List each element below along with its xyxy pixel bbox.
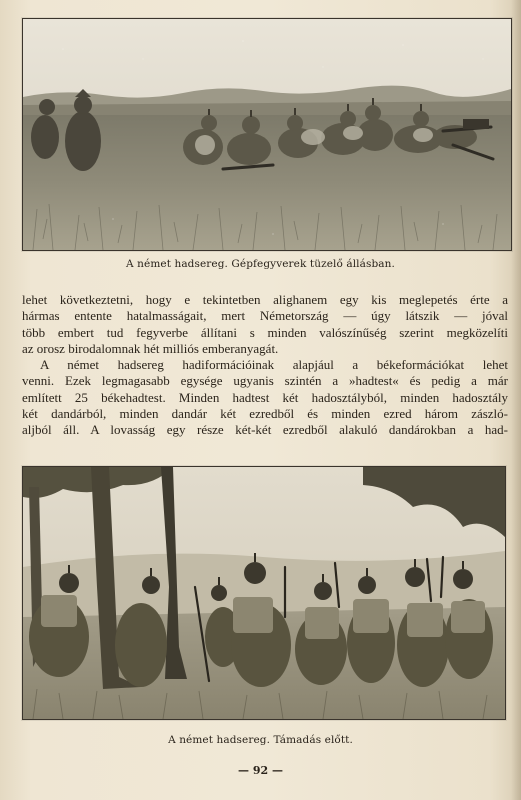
page-number: — 92 —: [238, 764, 283, 777]
text-line: venni. Ezek legmagasabb egysége ugyanis szintén a »hadtest« és pedig a már: [22, 373, 508, 389]
text-line: lehet következtetni, hogy e tekintetben alighanem egy kis meglepetés érte a: [22, 292, 508, 307]
photo-machine-gun-position: [22, 18, 512, 251]
binding-shadow: [511, 0, 521, 800]
photo-before-attack: [22, 466, 506, 720]
text-line: két dandárból, minden dandár két ezredből és minden ezred három zászló-: [22, 406, 508, 422]
text-line: említett 25 békehadtest. Minden hadtest két hadosztályból, minden hadosztály: [22, 389, 508, 405]
caption-top: A német hadsereg. Gépfegyverek tüzelő állásban.: [126, 258, 395, 270]
text-line: hármas entente hatalmasságait, mert Németország — úgy látszik — jóval: [22, 308, 508, 324]
text-line: aljból áll. A lovasság egy része két-két ezredből alakuló dandárokban a had-: [22, 422, 508, 438]
text-line: az orosz birodalomnak hét milliós emberanyagát.: [22, 340, 279, 356]
paragraph-1: [22, 292, 508, 357]
text-line: több embert tud fegyverbe állítani s minden valószínűség szerint megközelíti: [22, 324, 508, 340]
caption-bottom: A német hadsereg. Támadás előtt.: [168, 734, 353, 746]
text-line: A német hadsereg hadiformációinak alapjául a békeformációkat lehet: [40, 357, 508, 373]
paragraph-2: [22, 357, 508, 438]
body-text: [22, 292, 508, 439]
